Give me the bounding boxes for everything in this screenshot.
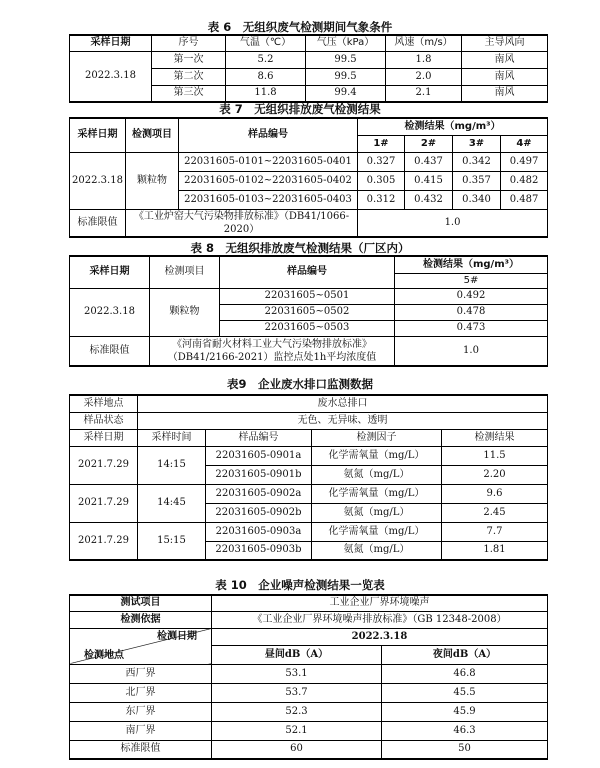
t9-factor: 氨氮（mg/L） — [312, 541, 442, 560]
t10-item-label: 测试项目 — [70, 595, 212, 611]
t9-sample-id: 22031605-0903b — [206, 541, 312, 560]
t7-value: 0.432 — [405, 190, 453, 209]
t6-header-wind-dir: 主导风向 — [462, 35, 548, 51]
t7-value: 0.342 — [453, 152, 501, 171]
t8-sample-id: 22031605~0501 — [220, 288, 395, 304]
t9-sample-id: 22031605-0902b — [206, 503, 312, 522]
t7-header-date: 采样日期 — [70, 118, 126, 152]
t8-header-item: 检测项目 — [150, 256, 220, 288]
t6-wind-dir: 南风 — [462, 51, 548, 68]
table-row — [70, 288, 548, 304]
t9-factor: 氨氮（mg/L） — [312, 465, 442, 484]
t6-temp: 5.2 — [226, 51, 306, 68]
t9-time: 15:15 — [138, 522, 206, 560]
table-row — [70, 522, 548, 541]
t9-header-date: 采样日期 — [70, 429, 138, 446]
t6-seq: 第二次 — [152, 68, 226, 85]
t7-value: 0.415 — [405, 171, 453, 190]
t7-value: 0.487 — [501, 190, 548, 209]
t10-night-value: 45.5 — [382, 683, 548, 702]
t9-sample-id: 22031605-0903a — [206, 522, 312, 541]
t10-day-value: 52.3 — [212, 702, 382, 721]
t9-value: 2.20 — [442, 465, 548, 484]
t9-value: 1.81 — [442, 541, 548, 560]
table-row — [70, 484, 548, 503]
table-row — [70, 209, 548, 237]
table9-wastewater — [69, 394, 548, 561]
t10-header-night: 夜间dB（A） — [382, 645, 548, 664]
t7-value: 0.327 — [358, 152, 405, 171]
t10-diag-site-label: 检测地点 — [84, 649, 124, 661]
t9-state-label: 样品状态 — [70, 412, 138, 429]
t7-value: 0.357 — [453, 171, 501, 190]
t9-site-label: 采样地点 — [70, 395, 138, 412]
t10-date: 2022.3.18 — [212, 628, 548, 645]
t8-date: 2022.3.18 — [70, 288, 150, 336]
t6-wind-speed: 1.8 — [386, 51, 462, 68]
t10-day-value: 53.1 — [212, 664, 382, 683]
t7-sample-id: 22031605-0101~22031605-0401 — [179, 152, 358, 171]
t9-sample-id: 22031605-0901b — [206, 465, 312, 484]
table10-noise — [69, 594, 548, 760]
t9-time: 14:45 — [138, 484, 206, 522]
t6-seq: 第三次 — [152, 85, 226, 102]
table7-unorganized-emission — [69, 117, 548, 238]
t9-date: 2021.7.29 — [70, 522, 138, 560]
table10-caption: 表 10 企业噪声检测结果一览表 — [215, 578, 385, 592]
t7-point-2: 2# — [405, 135, 453, 152]
t7-header-result: 检测结果（mg/m³） — [358, 118, 548, 135]
t7-date: 2022.3.18 — [70, 152, 126, 209]
table-row — [70, 740, 548, 759]
t10-limit-day: 60 — [212, 740, 382, 759]
t7-sample-id: 22031605-0102~22031605-0402 — [179, 171, 358, 190]
table-row — [70, 664, 548, 683]
t8-value: 0.478 — [395, 304, 548, 320]
t6-wind-dir: 南风 — [462, 85, 548, 102]
t10-day-value: 53.7 — [212, 683, 382, 702]
table-row — [70, 721, 548, 740]
t9-factor: 氨氮（mg/L） — [312, 503, 442, 522]
t8-header-sample: 样品编号 — [220, 256, 395, 288]
t10-day-value: 52.1 — [212, 721, 382, 740]
t9-factor: 化学需氧量（mg/L） — [312, 484, 442, 503]
table9-caption: 表9 企业废水排口监测数据 — [226, 377, 373, 391]
table-row — [70, 702, 548, 721]
t10-night-value: 46.8 — [382, 664, 548, 683]
t7-header-item: 检测项目 — [126, 118, 179, 152]
table-row — [70, 336, 548, 366]
t6-wind-speed: 2.0 — [386, 68, 462, 85]
t10-basis-value: 《工业企业厂界环境噪声排放标准》（GB 12348-2008） — [212, 611, 548, 628]
t9-site-value: 废水总排口 — [138, 395, 548, 412]
t9-date: 2021.7.29 — [70, 484, 138, 522]
t7-value: 0.482 — [501, 171, 548, 190]
t10-site: 西厂界 — [70, 664, 212, 683]
t8-item: 颗粒物 — [150, 288, 220, 336]
t6-date: 2022.3.18 — [70, 51, 152, 102]
t9-sample-id: 22031605-0901a — [206, 446, 312, 465]
t9-factor: 化学需氧量（mg/L） — [312, 522, 442, 541]
t7-item: 颗粒物 — [126, 152, 179, 209]
t7-point-4: 4# — [501, 135, 548, 152]
t6-seq: 第一次 — [152, 51, 226, 68]
t9-value: 7.7 — [442, 522, 548, 541]
t7-limit-value: 1.0 — [358, 209, 548, 237]
table-row — [70, 152, 548, 171]
table-row — [70, 51, 548, 68]
t8-limit-standard: 《河南省耐火材料工业大气污染物排放标准》（DB41/2166-2021）监控点处1h平均浓度值 — [150, 336, 395, 366]
table7-caption: 表 7 无组织排放废气检测结果 — [219, 102, 381, 116]
t9-header-result: 检测结果 — [442, 429, 548, 446]
t7-header-sample: 样品编号 — [179, 118, 358, 152]
t6-pressure: 99.5 — [306, 51, 386, 68]
t6-wind-speed: 2.1 — [386, 85, 462, 102]
t9-value: 2.45 — [442, 503, 548, 522]
t9-header-factor: 检测因子 — [312, 429, 442, 446]
t8-sample-id: 22031605~0503 — [220, 320, 395, 336]
t7-value: 0.497 — [501, 152, 548, 171]
t7-value: 0.437 — [405, 152, 453, 171]
t9-sample-id: 22031605-0902a — [206, 484, 312, 503]
t10-site: 南厂界 — [70, 721, 212, 740]
t8-point-5: 5# — [395, 273, 548, 288]
t7-point-3: 3# — [453, 135, 501, 152]
t9-value: 11.5 — [442, 446, 548, 465]
t8-limit-value: 1.0 — [395, 336, 548, 366]
t6-pressure: 99.5 — [306, 68, 386, 85]
t8-limit-label: 标准限值 — [70, 336, 150, 366]
t6-pressure: 99.4 — [306, 85, 386, 102]
t7-sample-id: 22031605-0103~22031605-0403 — [179, 190, 358, 209]
t9-date: 2021.7.29 — [70, 446, 138, 484]
t10-basis-label: 检测依据 — [70, 611, 212, 628]
t7-limit-standard: 《工业炉窑大气污染物排放标准》（DB41/1066-2020） — [126, 209, 358, 237]
t10-item-value: 工业企业厂界环境噪声 — [212, 595, 548, 611]
table-row — [70, 446, 548, 465]
t10-night-value: 46.3 — [382, 721, 548, 740]
t10-night-value: 45.9 — [382, 702, 548, 721]
t10-site: 东厂界 — [70, 702, 212, 721]
t10-header-day: 昼间dB（A） — [212, 645, 382, 664]
t8-header-result: 检测结果（mg/m³） — [395, 256, 548, 273]
t9-state-value: 无色、无异味、透明 — [138, 412, 548, 429]
t8-value: 0.473 — [395, 320, 548, 336]
t6-header-pressure: 气压（kPa） — [306, 35, 386, 51]
t7-limit-label: 标准限值 — [70, 209, 126, 237]
t6-header-wind-speed: 风速（m/s） — [386, 35, 462, 51]
t10-diag-date-label: 检测日期 — [157, 630, 197, 642]
t7-point-1: 1# — [358, 135, 405, 152]
t6-temp: 8.6 — [226, 68, 306, 85]
t9-header-time: 采样时间 — [138, 429, 206, 446]
t8-header-date: 采样日期 — [70, 256, 150, 288]
t8-value: 0.492 — [395, 288, 548, 304]
t10-limit-label: 标准限值 — [70, 740, 212, 759]
t10-diagonal-header — [70, 628, 212, 664]
t9-time: 14:15 — [138, 446, 206, 484]
t10-limit-night: 50 — [382, 740, 548, 759]
t6-header-seq: 序号 — [152, 35, 226, 51]
t10-site: 北厂界 — [70, 683, 212, 702]
t9-header-sample: 样品编号 — [206, 429, 312, 446]
t9-value: 9.6 — [442, 484, 548, 503]
table6-weather — [69, 34, 548, 103]
table8-caption: 表 8 无组织排放废气检测结果（厂区内） — [190, 241, 410, 255]
t8-sample-id: 22031605~0502 — [220, 304, 395, 320]
t6-temp: 11.8 — [226, 85, 306, 102]
table6-caption: 表 6 无组织废气检测期间气象条件 — [207, 20, 393, 34]
table-row — [70, 683, 548, 702]
t7-value: 0.305 — [358, 171, 405, 190]
table8-plant-emission — [69, 255, 548, 367]
t6-wind-dir: 南风 — [462, 68, 548, 85]
t6-header-temp: 气温（℃） — [226, 35, 306, 51]
t6-header-date: 采样日期 — [70, 35, 152, 51]
t7-value: 0.312 — [358, 190, 405, 209]
t7-value: 0.340 — [453, 190, 501, 209]
t9-factor: 化学需氧量（mg/L） — [312, 446, 442, 465]
